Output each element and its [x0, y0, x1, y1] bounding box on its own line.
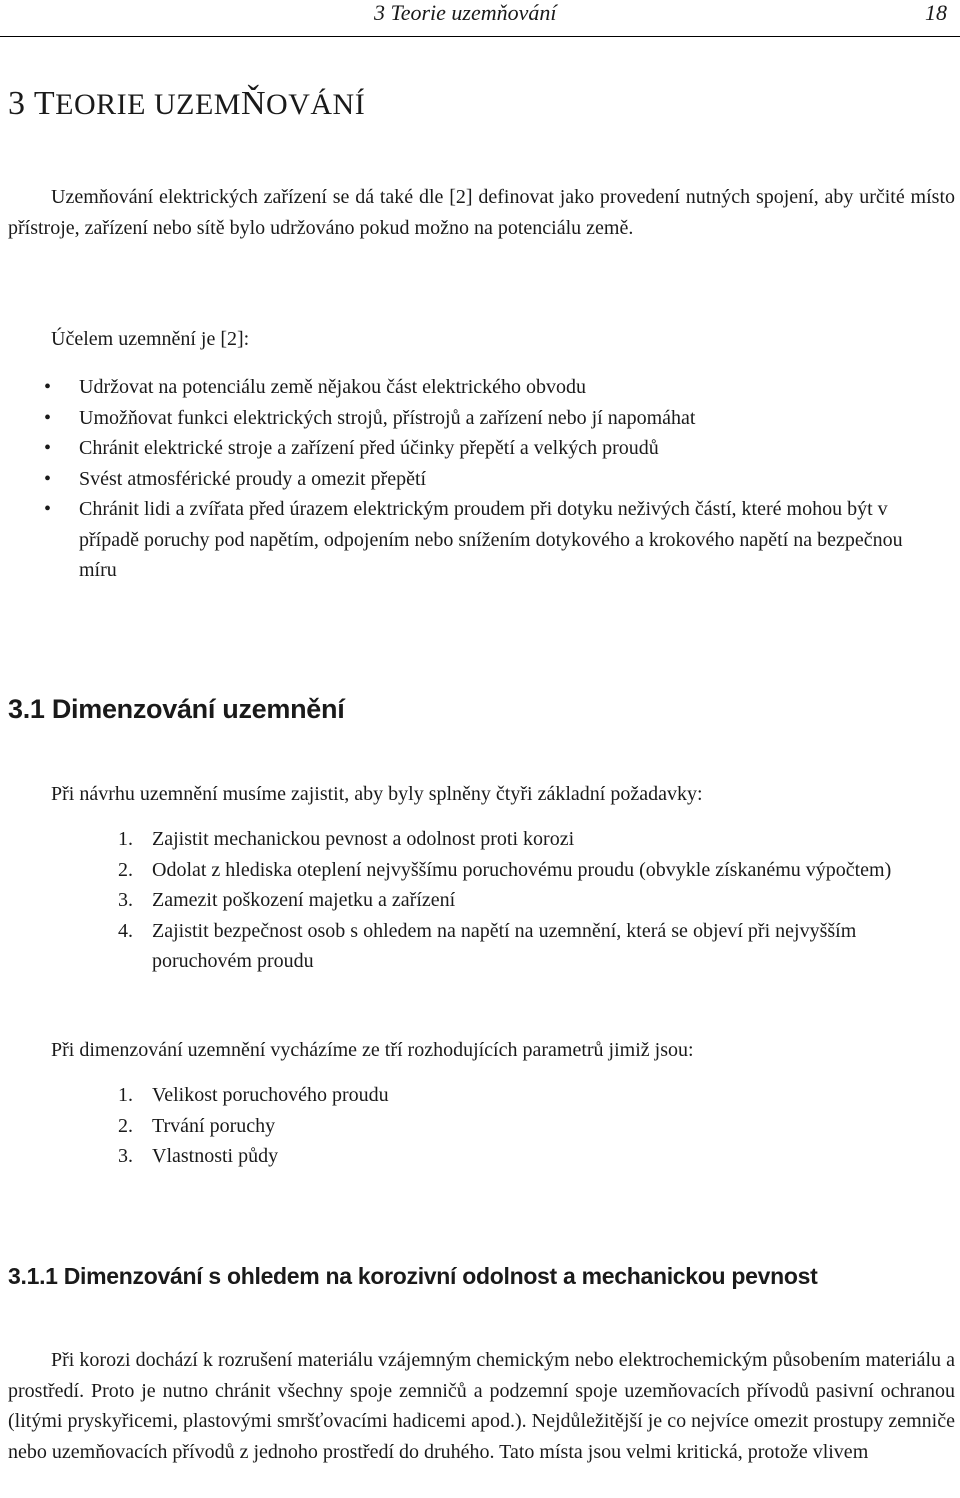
- parameters-list: [0, 1080, 955, 1172]
- list-item-text: Velikost poruchového proudu: [152, 1084, 389, 1106]
- list-item-text: Trvání poruchy: [152, 1114, 276, 1137]
- list-item: [0, 1080, 942, 1111]
- chapter-heading: [8, 85, 365, 123]
- list-item-text: Zajistit bezpečnost osob s ohledem na napětí na uzemnění, která se objeví při nejvyšším poruchovém proudu: [152, 919, 857, 972]
- list-item: [0, 1111, 942, 1142]
- list-item: [0, 855, 942, 886]
- section-heading-3-1: 3.1 Dimenzování uzemnění: [8, 694, 345, 724]
- requirements-list: [0, 824, 955, 977]
- list-item-number: 2.: [118, 1114, 133, 1137]
- list-item-number: 3.: [118, 1145, 133, 1167]
- purpose-list: [0, 372, 955, 586]
- requirements-lead: Při návrhu uzemnění musíme zajistit, aby byly splněny čtyři základní požadavky:: [51, 783, 703, 805]
- list-item: • Chránit lidi a zvířata před úrazem elektrickým proudem při dotyku neživých částí, které mohou být v případě poruchy pod napětím, odpojením nebo snížením dotykového a krokového napětí na bezpečnou míru: [0, 494, 939, 586]
- list-item-text: Vlastnosti půdy: [152, 1145, 279, 1167]
- list-item-text: Zajistit mechanickou pevnost a odolnost proti korozi: [152, 828, 575, 850]
- list-item-number: 1.: [118, 828, 133, 850]
- list-item: • Chránit elektrické stroje a zařízení před účinky přepětí a velkých proudů: [0, 433, 939, 464]
- list-item-number: 3.: [118, 889, 133, 911]
- list-item: • Umožňovat funkci elektrických strojů, přístrojů a zařízení nebo jí napomáhat: [0, 403, 939, 434]
- list-item-number: 4.: [118, 919, 133, 942]
- section-heading-3-1-1: 3.1.1 Dimenzování s ohledem na korozivní odolnost a mechanickou pevnost: [8, 1263, 818, 1289]
- chapter-heading-num: 3 T: [8, 85, 56, 122]
- intro-paragraph: Uzemňování elektrických zařízení se dá také dle [2] definovat jako provedení nutných spojení, aby určité místo přístroje, zařízení nebo sítě bylo udržováno pokud možno na potenciálu země.: [8, 186, 955, 239]
- list-item: [0, 885, 942, 916]
- list-item: • Udržovat na potenciálu země nějakou část elektrického obvodu: [0, 372, 939, 403]
- chapter-heading-part-c: OVÁNÍ: [266, 88, 366, 121]
- parameters-lead: Při dimenzování uzemnění vycházíme ze tří rozhodujících parametrů jimiž jsou:: [51, 1039, 694, 1061]
- list-item-text: Odolat z hlediska oteplení nejvyššímu poruchovému proudu (obvykle získanému výpočtem): [152, 858, 892, 881]
- list-item: [0, 916, 942, 977]
- list-item: [0, 1141, 942, 1172]
- list-item-number: 1.: [118, 1084, 133, 1106]
- purpose-lead: Účelem uzemnění je [2]:: [51, 328, 250, 350]
- header-section-title: 3 Teorie uzemňování: [374, 0, 557, 25]
- chapter-heading-part-b: Ň: [240, 85, 267, 122]
- chapter-heading-part-a: EORIE UZEM: [55, 88, 241, 121]
- running-header: [0, 0, 960, 37]
- list-item: • Svést atmosférické proudy a omezit přepětí: [0, 464, 939, 495]
- list-item: [0, 824, 942, 855]
- corrosion-paragraph: Při korozi dochází k rozrušení materiálu vzájemným chemickým nebo elektrochemickým působením materiálu a prostředí. Proto je nutno chránit všechny spoje zemničů a podzemní spoje uzemňovacích přívodů pasivní ochranou (litými pryskyřicemi, plastovými smršťovacími hadicemi apod.). Nejdůležitější je co nejvíce omezit prostupy zemniče nebo uzemňovacích přívodů z jednoho prostředí do druhého. Tato místa jsou velmi kritická, protože vlivem: [8, 1349, 955, 1463]
- list-item-text: Zamezit poškození majetku a zařízení: [152, 889, 456, 911]
- header-page-number: 18: [925, 0, 947, 25]
- list-item-number: 2.: [118, 858, 133, 881]
